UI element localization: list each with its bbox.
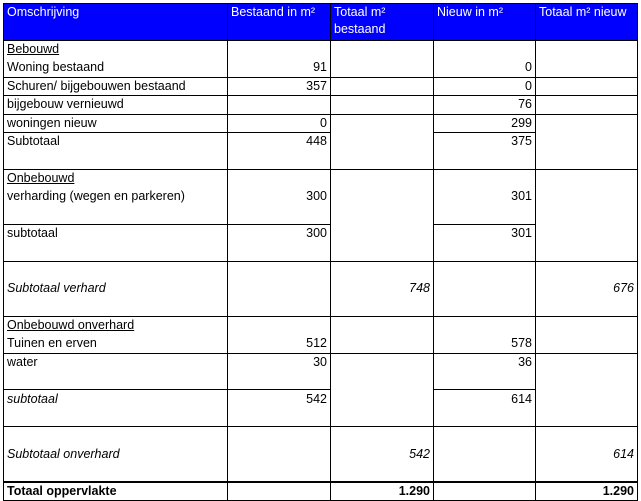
header-totaal-nieuw: Totaal m² nieuw xyxy=(536,4,638,41)
subtotal-bestaand: 300 xyxy=(228,224,331,242)
table-row xyxy=(4,188,638,206)
subtotal-row xyxy=(4,132,638,150)
section-title-row xyxy=(4,316,638,334)
spacer-row xyxy=(4,427,638,445)
row-label: bijgebouw vernieuwd xyxy=(4,96,228,114)
row-label: Woning bestaand xyxy=(4,59,228,77)
subtotal-onverhard-label: Subtotaal onverhard xyxy=(4,445,228,463)
row-nieuw: 301 xyxy=(434,188,536,206)
row-nieuw: 36 xyxy=(434,353,536,371)
spacer-row xyxy=(4,151,638,169)
header-omschrijving: Omschrijving xyxy=(4,4,228,41)
subtotal-label: subtotaal xyxy=(4,390,228,408)
total-nieuw: 1.290 xyxy=(536,482,638,501)
header-bestaand: Bestaand in m² xyxy=(228,4,331,41)
spacer-row xyxy=(4,243,638,261)
subtotal-onverhard-bestaand: 542 xyxy=(331,445,434,463)
spacer-row xyxy=(4,261,638,279)
row-label: Tuinen en erven xyxy=(4,335,228,353)
row-bestaand: 512 xyxy=(228,335,331,353)
row-nieuw: 76 xyxy=(434,96,536,114)
row-nieuw: 0 xyxy=(434,59,536,77)
total-row xyxy=(4,482,638,501)
subtotal-verhard-label: Subtotaal verhard xyxy=(4,280,228,298)
subtotal-verhard-row xyxy=(4,280,638,298)
section-title-onverhard: Onbebouwd onverhard xyxy=(4,316,228,334)
section-title-row xyxy=(4,41,638,59)
table-row xyxy=(4,114,638,132)
subtotal-label: subtotaal xyxy=(4,224,228,242)
subtotal-nieuw: 301 xyxy=(434,224,536,242)
table-row xyxy=(4,77,638,95)
row-label: Schuren/ bijgebouwen bestaand xyxy=(4,77,228,95)
row-bestaand: 0 xyxy=(228,114,331,132)
row-label: water xyxy=(4,353,228,371)
row-bestaand: 91 xyxy=(228,59,331,77)
row-nieuw: 299 xyxy=(434,114,536,132)
subtotal-nieuw: 375 xyxy=(434,132,536,150)
table-row xyxy=(4,353,638,371)
subtotal-label: Subtotaal xyxy=(4,132,228,150)
spacer-row xyxy=(4,206,638,224)
total-bestaand: 1.290 xyxy=(331,482,434,501)
subtotal-verhard-nieuw: 676 xyxy=(536,280,638,298)
row-label: verharding (wegen en parkeren) xyxy=(4,188,228,206)
row-bestaand: 300 xyxy=(228,188,331,206)
row-nieuw: 578 xyxy=(434,335,536,353)
row-nieuw: 0 xyxy=(434,77,536,95)
section-title-row xyxy=(4,169,638,187)
spacer-row xyxy=(4,298,638,316)
spacer-row xyxy=(4,372,638,390)
section-title-bebouwd: Bebouwd xyxy=(4,41,228,59)
spacer-row xyxy=(4,463,638,481)
spacer-row xyxy=(4,408,638,426)
subtotal-onverhard-nieuw: 614 xyxy=(536,445,638,463)
subtotal-row xyxy=(4,390,638,408)
subtotal-nieuw: 614 xyxy=(434,390,536,408)
subtotal-bestaand: 448 xyxy=(228,132,331,150)
row-bestaand xyxy=(228,96,331,114)
table-row xyxy=(4,59,638,77)
area-table xyxy=(3,3,638,501)
row-bestaand: 30 xyxy=(228,353,331,371)
row-bestaand: 357 xyxy=(228,77,331,95)
subtotal-verhard-bestaand: 748 xyxy=(331,280,434,298)
subtotal-row xyxy=(4,224,638,242)
row-label: woningen nieuw xyxy=(4,114,228,132)
header-totaal-bestaand: Totaal m² bestaand xyxy=(331,4,434,41)
section-title-onbebouwd: Onbebouwd xyxy=(4,169,228,187)
subtotal-onverhard-row xyxy=(4,445,638,463)
header-nieuw: Nieuw in m² xyxy=(434,4,536,41)
header-row xyxy=(4,4,638,41)
table-row xyxy=(4,335,638,353)
total-label: Totaal oppervlakte xyxy=(4,482,228,501)
table-row xyxy=(4,96,638,114)
subtotal-bestaand: 542 xyxy=(228,390,331,408)
